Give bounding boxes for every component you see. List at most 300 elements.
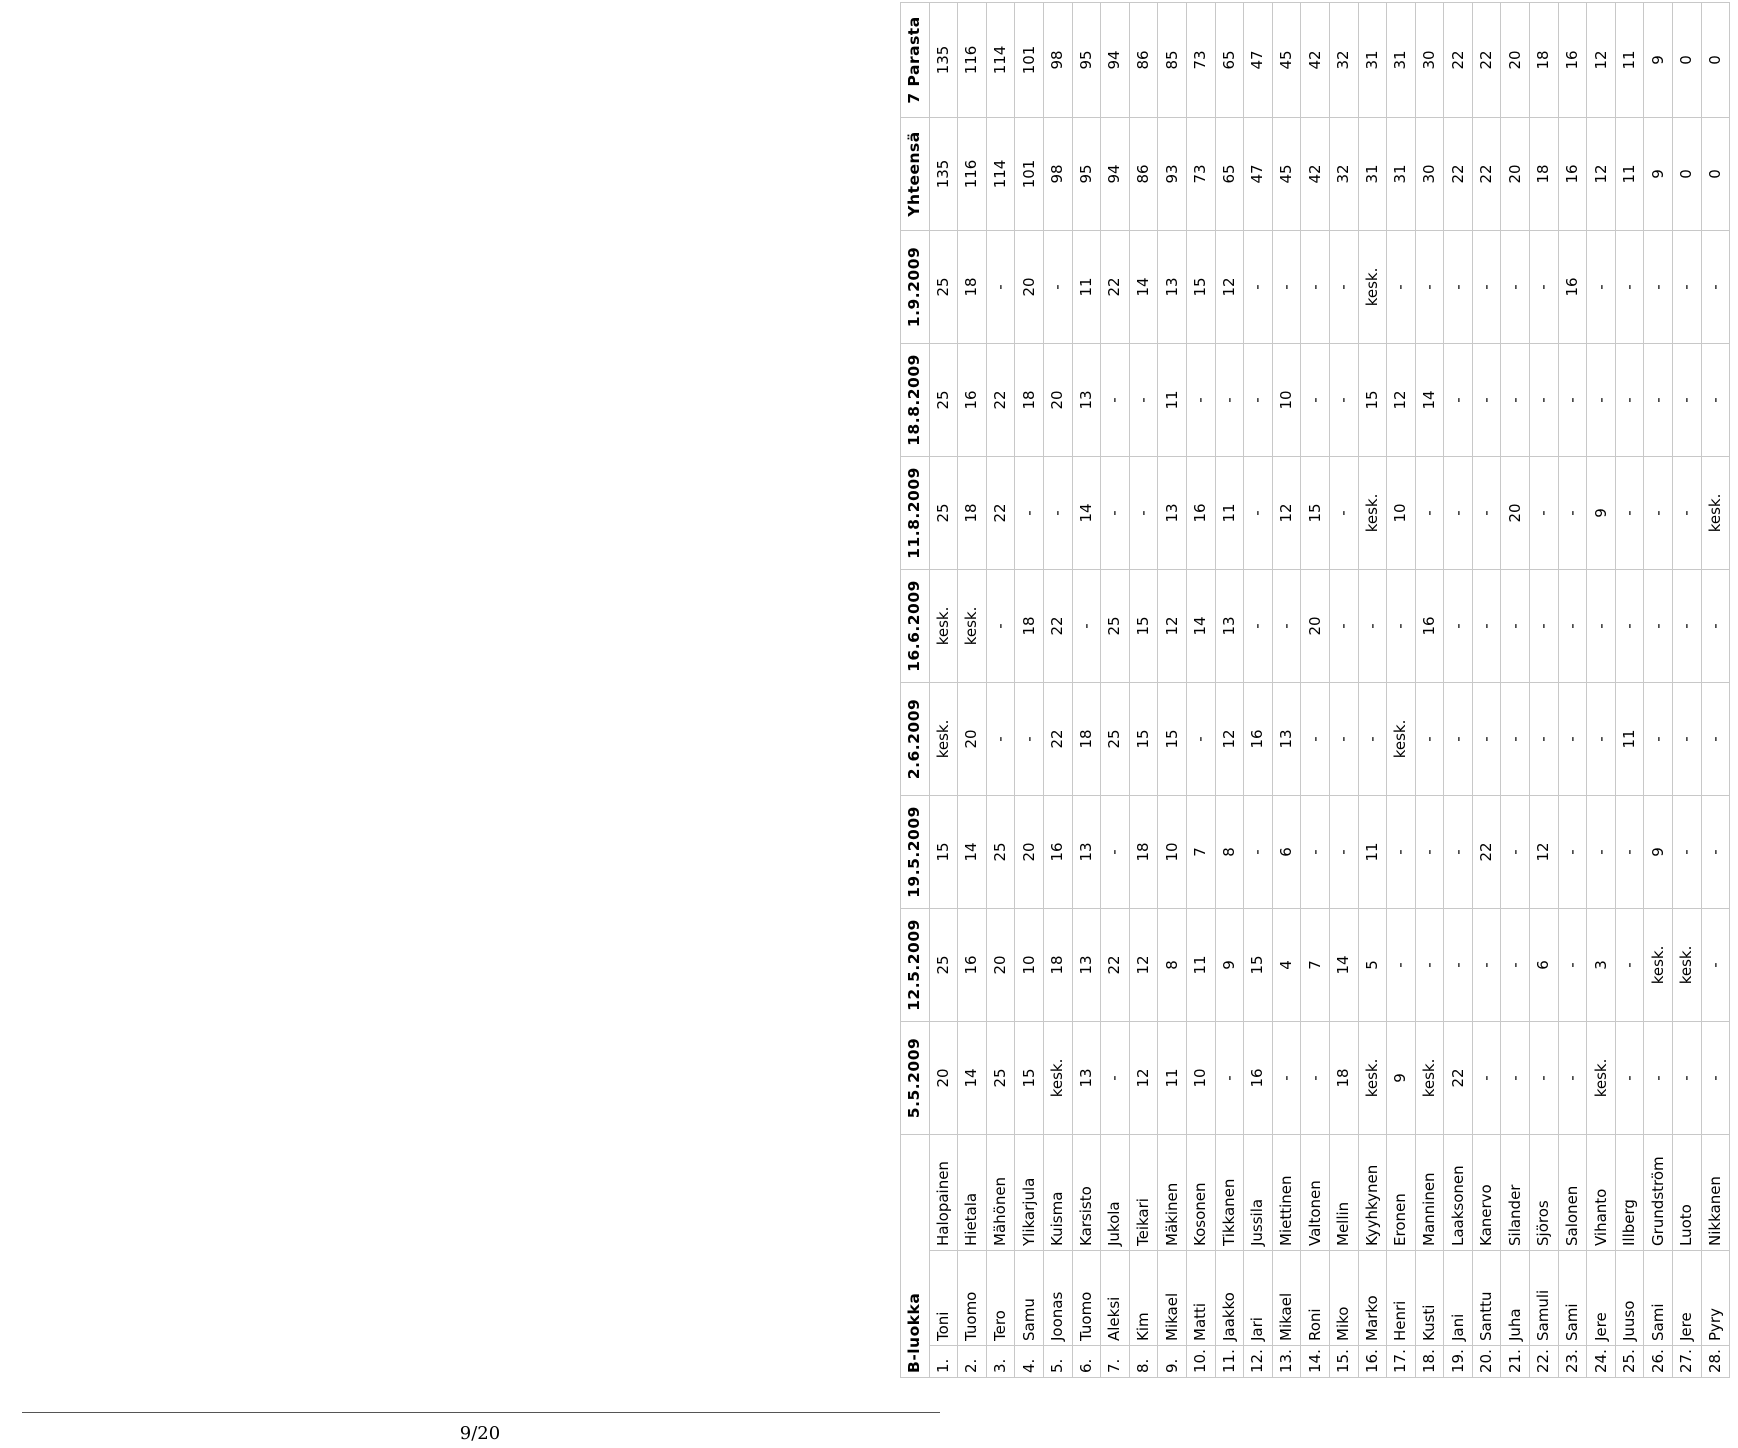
score-cell: 22 [1472,117,1501,230]
score-cell: - [1530,343,1559,456]
score-cell: 47 [1244,117,1273,230]
score-cell: - [1644,230,1673,343]
last-name-cell: Manninen [1415,1134,1444,1250]
score-cell: - [1472,1021,1501,1134]
last-name-cell: Mäkinen [1158,1134,1187,1250]
score-cell: - [1501,343,1530,456]
column-header: 1.9.2009 [901,230,930,343]
table-row [1501,2,1530,1377]
score-cell: - [986,569,1015,682]
score-cell: 0 [1701,2,1730,117]
score-cell: - [1673,456,1702,569]
score-cell: 16 [1244,682,1273,795]
score-cell: - [1043,456,1072,569]
score-cell: - [1501,230,1530,343]
score-cell: 116 [958,2,987,117]
score-cell: 18 [1129,795,1158,908]
score-cell: - [1072,569,1101,682]
score-cell: - [1587,230,1616,343]
score-cell: 11 [1358,795,1387,908]
score-cell: 16 [1043,795,1072,908]
score-cell: - [1444,682,1473,795]
score-cell: - [1272,569,1301,682]
score-cell: 14 [1186,569,1215,682]
score-cell: 22 [1472,2,1501,117]
score-cell: 13 [1072,908,1101,1021]
score-cell: 86 [1129,2,1158,117]
score-cell: 0 [1673,117,1702,230]
score-cell: 45 [1272,2,1301,117]
table-row [1444,2,1473,1377]
table-row [1186,2,1215,1377]
score-cell: 25 [986,1021,1015,1134]
table-row [1329,2,1358,1377]
score-cell: 11 [1158,343,1187,456]
score-cell: - [1644,343,1673,456]
last-name-cell: Valtonen [1301,1134,1330,1250]
score-cell: - [1501,682,1530,795]
rank-cell: 10. [1186,1346,1215,1378]
last-name-cell: Kosonen [1186,1134,1215,1250]
score-cell: 5 [1358,908,1387,1021]
score-cell: - [1701,908,1730,1021]
score-cell: - [1101,456,1130,569]
score-cell: - [1530,682,1559,795]
first-name-cell: Joonas [1043,1251,1072,1346]
score-cell: 12 [1272,456,1301,569]
score-cell: - [1444,343,1473,456]
score-cell: 114 [986,2,1015,117]
score-cell: - [1415,456,1444,569]
first-name-cell: Juha [1501,1251,1530,1346]
score-cell: 16 [1244,1021,1273,1134]
score-cell: - [1701,343,1730,456]
rank-cell: 13. [1272,1346,1301,1378]
table-row [1415,2,1444,1377]
score-cell: 12 [1530,795,1559,908]
score-cell: 10 [1272,343,1301,456]
score-cell: 98 [1043,2,1072,117]
score-cell: 10 [1015,908,1044,1021]
rank-cell: 8. [1129,1346,1158,1378]
score-cell: 22 [1043,682,1072,795]
first-name-cell: Marko [1358,1251,1387,1346]
score-cell: 3 [1587,908,1616,1021]
rank-cell: 4. [1015,1346,1044,1378]
score-cell: 12 [1587,117,1616,230]
score-cell: 45 [1272,117,1301,230]
last-name-cell: Kyyhkynen [1358,1134,1387,1250]
score-cell: - [1615,569,1644,682]
score-cell: 14 [958,1021,987,1134]
score-cell: 15 [1129,682,1158,795]
score-cell: 12 [1387,343,1416,456]
score-cell: 20 [1501,456,1530,569]
last-name-cell: Ylikarjula [1015,1134,1044,1250]
score-cell: - [1501,908,1530,1021]
first-name-cell: Tuomo [958,1251,987,1346]
table-row [1015,2,1044,1377]
score-cell: 95 [1072,2,1101,117]
table-row [929,2,958,1377]
score-cell: - [1558,569,1587,682]
results-table [900,2,1730,1378]
column-header: 18.8.2009 [901,343,930,456]
last-name-cell: Kuisma [1043,1134,1072,1250]
score-cell: 11 [1158,1021,1187,1134]
score-cell: 12 [1129,908,1158,1021]
score-cell: 15 [1186,230,1215,343]
score-cell: 12 [1587,2,1616,117]
score-cell: - [1387,230,1416,343]
first-name-cell: Tero [986,1251,1015,1346]
score-cell: 25 [986,795,1015,908]
rank-cell: 1. [929,1346,958,1378]
score-cell: kesk. [1358,230,1387,343]
score-cell: 12 [1215,682,1244,795]
score-cell: 9 [1587,456,1616,569]
table-row [1158,2,1187,1377]
table-row [1301,2,1330,1377]
table-row [1129,2,1158,1377]
score-cell: 9 [1387,1021,1416,1134]
score-cell: - [1387,569,1416,682]
rotated-table-container [900,6,1738,1378]
last-name-cell: Kanervo [1472,1134,1501,1250]
score-cell: 20 [1501,117,1530,230]
score-cell: 9 [1644,795,1673,908]
score-cell: kesk. [1644,908,1673,1021]
score-cell: 25 [929,456,958,569]
rank-cell: 23. [1558,1346,1587,1378]
first-name-cell: Santtu [1472,1251,1501,1346]
score-cell: 9 [1644,117,1673,230]
score-cell: - [1673,795,1702,908]
score-cell: - [1530,230,1559,343]
score-cell: 18 [1043,908,1072,1021]
first-name-cell: Jari [1244,1251,1273,1346]
score-cell: - [1644,569,1673,682]
column-header: 12.5.2009 [901,908,930,1021]
score-cell: - [1615,230,1644,343]
score-cell: 20 [929,1021,958,1134]
score-cell: - [1415,908,1444,1021]
score-cell: 135 [929,117,958,230]
score-cell: - [1129,343,1158,456]
score-cell: - [1501,569,1530,682]
score-cell: - [1101,343,1130,456]
score-cell: 31 [1387,2,1416,117]
score-cell: kesk. [1358,456,1387,569]
score-cell: 20 [986,908,1015,1021]
rank-cell: 21. [1501,1346,1530,1378]
score-cell: - [1015,682,1044,795]
score-cell: 7 [1186,795,1215,908]
score-cell: 25 [1101,682,1130,795]
table-row [1644,2,1673,1377]
score-cell: - [1701,682,1730,795]
score-cell: 101 [1015,117,1044,230]
score-cell: - [1472,343,1501,456]
first-name-cell: Sami [1644,1251,1673,1346]
score-cell: - [1329,230,1358,343]
score-cell: 98 [1043,117,1072,230]
score-cell: 11 [1186,908,1215,1021]
score-cell: - [1644,682,1673,795]
score-cell: 8 [1158,908,1187,1021]
score-cell: - [1673,569,1702,682]
table-row [1101,2,1130,1377]
score-cell: - [1587,343,1616,456]
table-row [1358,2,1387,1377]
score-cell: - [1444,908,1473,1021]
score-cell: - [1244,343,1273,456]
score-cell: 32 [1329,117,1358,230]
last-name-cell: Karsisto [1072,1134,1101,1250]
score-cell: - [1272,1021,1301,1134]
score-cell: 22 [1472,795,1501,908]
score-cell: 31 [1358,2,1387,117]
score-cell: 14 [1329,908,1358,1021]
score-cell: 10 [1158,795,1187,908]
score-cell: 13 [1072,343,1101,456]
score-cell: - [1272,230,1301,343]
last-name-cell: Jukola [1101,1134,1130,1250]
score-cell: 20 [1015,795,1044,908]
last-name-cell: Tikkanen [1215,1134,1244,1250]
first-name-cell: Jere [1587,1251,1616,1346]
score-cell: - [986,682,1015,795]
footer-divider [22,1412,940,1413]
score-cell: - [1043,230,1072,343]
score-cell: - [1358,569,1387,682]
score-cell: 6 [1530,908,1559,1021]
rank-cell: 20. [1472,1346,1501,1378]
score-cell: - [1444,569,1473,682]
score-cell: 10 [1387,456,1416,569]
score-cell: kesk. [929,682,958,795]
score-cell: 18 [1015,569,1044,682]
score-cell: 14 [1072,456,1101,569]
score-cell: 14 [1129,230,1158,343]
score-cell: - [1472,682,1501,795]
score-cell: 22 [986,456,1015,569]
first-name-cell: Jani [1444,1251,1473,1346]
score-cell: - [1186,682,1215,795]
last-name-cell: Illberg [1615,1134,1644,1250]
score-cell: - [1472,908,1501,1021]
score-cell: 11 [1615,117,1644,230]
rank-cell: 17. [1387,1346,1416,1378]
score-cell: 32 [1329,2,1358,117]
score-cell: 16 [1558,2,1587,117]
score-cell: 13 [1215,569,1244,682]
first-name-cell: Aleksi [1101,1251,1130,1346]
score-cell: 16 [1558,117,1587,230]
last-name-cell: Grundström [1644,1134,1673,1250]
table-row [986,2,1015,1377]
table-body [929,2,1730,1377]
score-cell: - [1387,908,1416,1021]
column-header: 16.6.2009 [901,569,930,682]
score-cell: - [1615,343,1644,456]
score-cell: - [1615,1021,1644,1134]
rank-cell: 19. [1444,1346,1473,1378]
last-name-cell: Laaksonen [1444,1134,1473,1250]
score-cell: - [1701,230,1730,343]
table-row [1387,2,1416,1377]
first-name-cell: Miko [1329,1251,1358,1346]
last-name-cell: Luoto [1673,1134,1702,1250]
score-cell: - [1587,569,1616,682]
score-cell: 15 [1244,908,1273,1021]
score-cell: - [1472,230,1501,343]
last-name-cell: Mellin [1329,1134,1358,1250]
score-cell: - [1415,682,1444,795]
rank-cell: 5. [1043,1346,1072,1378]
score-cell: - [1301,682,1330,795]
score-cell: - [1329,569,1358,682]
score-cell: 14 [958,795,987,908]
column-header: 7 Parasta [901,2,930,117]
score-cell: kesk. [1673,908,1702,1021]
score-cell: 73 [1186,117,1215,230]
score-cell: 0 [1701,117,1730,230]
score-cell: - [1387,795,1416,908]
score-cell: - [1301,230,1330,343]
score-cell: - [1415,230,1444,343]
score-cell: 42 [1301,2,1330,117]
score-cell: kesk. [958,569,987,682]
score-cell: - [1644,456,1673,569]
score-cell: 31 [1358,117,1387,230]
score-cell: 22 [986,343,1015,456]
rank-cell: 12. [1244,1346,1273,1378]
table-row [1072,2,1101,1377]
last-name-cell: Silander [1501,1134,1530,1250]
score-cell: - [1215,343,1244,456]
score-cell: 22 [1444,117,1473,230]
first-name-cell: Mikael [1158,1251,1187,1346]
table-row [1673,2,1702,1377]
score-cell: 13 [1158,230,1187,343]
last-name-cell: Mähönen [986,1134,1015,1250]
score-cell: 18 [958,456,987,569]
score-cell: - [1358,682,1387,795]
table-row [1558,2,1587,1377]
score-cell: - [1501,795,1530,908]
score-cell: - [1129,456,1158,569]
table-row [958,2,987,1377]
score-cell: 95 [1072,117,1101,230]
first-name-cell: Roni [1301,1251,1330,1346]
score-cell: 13 [1158,456,1187,569]
score-cell: 12 [1129,1021,1158,1134]
score-cell: 25 [1101,569,1130,682]
score-cell: 13 [1272,682,1301,795]
score-cell: 9 [1644,2,1673,117]
score-cell: 16 [958,908,987,1021]
score-cell: 7 [1301,908,1330,1021]
rank-cell: 26. [1644,1346,1673,1378]
score-cell: 31 [1387,117,1416,230]
rank-cell: 3. [986,1346,1015,1378]
score-cell: - [1701,795,1730,908]
score-cell: 12 [1158,569,1187,682]
column-header: Yhteensä [901,117,930,230]
column-header: 2.6.2009 [901,682,930,795]
score-cell: kesk. [1415,1021,1444,1134]
score-cell: 11 [1615,682,1644,795]
score-cell: - [1329,682,1358,795]
score-cell: - [1530,1021,1559,1134]
score-cell: - [1329,795,1358,908]
score-cell: 30 [1415,117,1444,230]
table-row [1615,2,1644,1377]
first-name-cell: Sami [1558,1251,1587,1346]
last-name-cell: Hietala [958,1134,987,1250]
score-cell: 15 [929,795,958,908]
score-cell: - [1015,456,1044,569]
first-name-cell: Pyry [1701,1251,1730,1346]
first-name-cell: Jere [1673,1251,1702,1346]
score-cell: - [1673,1021,1702,1134]
score-cell: 15 [1301,456,1330,569]
score-cell: kesk. [1387,682,1416,795]
score-cell: 4 [1272,908,1301,1021]
score-cell: - [986,230,1015,343]
score-cell: kesk. [1701,456,1730,569]
class-title: B-luokka [901,1134,930,1377]
table-row [1215,2,1244,1377]
score-cell: 94 [1101,2,1130,117]
last-name-cell: Salonen [1558,1134,1587,1250]
rank-cell: 15. [1329,1346,1358,1378]
first-name-cell: Toni [929,1251,958,1346]
first-name-cell: Jaakko [1215,1251,1244,1346]
rank-cell: 6. [1072,1346,1101,1378]
score-cell: - [1472,569,1501,682]
score-cell: - [1215,1021,1244,1134]
score-cell: - [1244,456,1273,569]
score-cell: 18 [1015,343,1044,456]
first-name-cell: Juuso [1615,1251,1644,1346]
score-cell: - [1673,343,1702,456]
last-name-cell: Vihanto [1587,1134,1616,1250]
first-name-cell: Kusti [1415,1251,1444,1346]
table-row [1472,2,1501,1377]
score-cell: - [1615,456,1644,569]
score-cell: 101 [1015,2,1044,117]
score-cell: 8 [1215,795,1244,908]
score-cell: 16 [1186,456,1215,569]
score-cell: 18 [1072,682,1101,795]
score-cell: - [1329,456,1358,569]
score-cell: 11 [1215,456,1244,569]
score-cell: - [1472,456,1501,569]
rank-cell: 11. [1215,1346,1244,1378]
last-name-cell: Sjöros [1530,1134,1559,1250]
last-name-cell: Teikari [1129,1134,1158,1250]
score-cell: 11 [1615,2,1644,117]
score-cell: 20 [1015,230,1044,343]
last-name-cell: Eronen [1387,1134,1416,1250]
score-cell: - [1244,569,1273,682]
score-cell: - [1301,343,1330,456]
score-cell: 47 [1244,2,1273,117]
rank-cell: 22. [1530,1346,1559,1378]
table-row [1587,2,1616,1377]
